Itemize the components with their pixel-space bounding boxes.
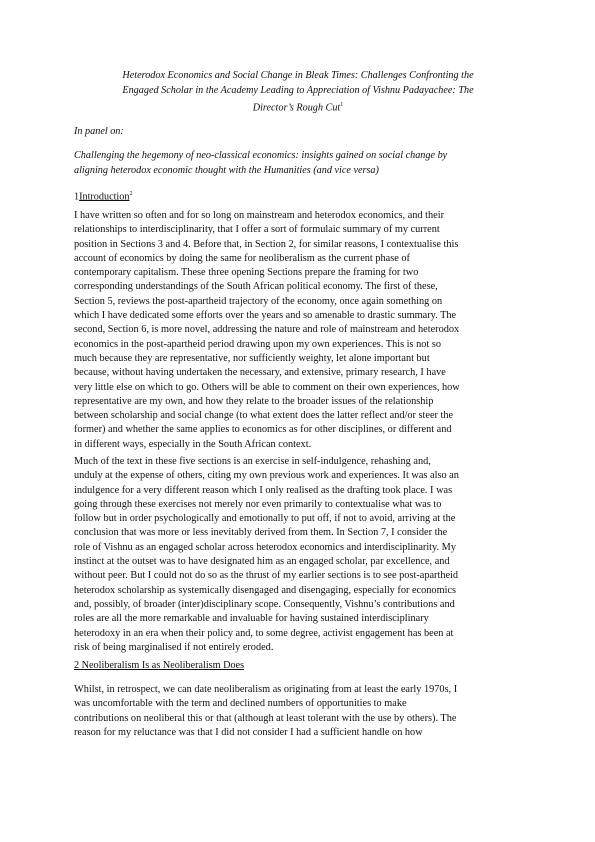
text-line: Section 5, reviews the post-apartheid trajectory of the economy, once again something on	[74, 295, 443, 307]
text-line: follow but in order psychologically and emotionally to put off, if not to avoid, arriving at the	[74, 513, 456, 525]
panel-title-line: aligning heterodox economic thought with the Humanities (and vice versa)	[74, 164, 379, 176]
title-line-text: Director’s Rough Cut	[252, 102, 341, 114]
paragraph-neoliberalism-1	[74, 683, 526, 740]
text-line: without peer. But I could not do so as the thrust of my earlier sections is to see post-apartheid	[74, 570, 459, 582]
section-number: 1	[74, 191, 80, 203]
text-line: Whilst, in retrospect, we can date neoliberalism as originating from at least the early 1970s, I	[74, 684, 458, 695]
text-line: instinct at the outset was to have designated him as an engaged scholar, par excellence, and	[74, 556, 450, 568]
text-line: representative are my own, and how they relate to the broader issues of the relationship	[74, 395, 434, 407]
text-line: former) and whether the same applies to economics as for other disciplines, or different and	[74, 424, 452, 436]
panel-title-line: Challenging the hegemony of neo-classical economics: insights gained on social change by	[74, 150, 448, 161]
paragraph-introduction-1	[74, 209, 526, 452]
text-line: second, Section 6, is more novel, addressing the nature and role of mainstream and heterodox	[74, 324, 460, 336]
section-heading-introduction	[74, 187, 132, 204]
text-line: risk of being marginalised if not entirely eroded.	[74, 641, 274, 653]
text-line: between scholarship and social change (to what extent does the latter reflect and/or steer the	[74, 410, 454, 422]
section-footnote-marker[interactable]: 2	[129, 191, 133, 197]
paper-title	[74, 68, 522, 115]
text-line: was uncomfortable with the term and declined numbers of opportunities to make	[74, 698, 407, 710]
text-line: contemporary capitalism. These three opening Sections prepare the framing for two	[74, 267, 419, 279]
text-line: contributions on neoliberal this or that (although at least tolerant with the use by others). The	[74, 712, 457, 724]
title-line	[74, 98, 522, 115]
text-line: corresponding understandings of the South African political economy. The first of these,	[74, 281, 438, 293]
text-line: going through these exercises not merely nor even primarily to contextualise what was to	[74, 498, 442, 510]
title-line: Heterodox Economics and Social Change in Bleak Times: Challenges Confronting the	[122, 70, 474, 81]
text-line: roles are all the more remarkable and invaluable for having sustained interdisciplinary	[74, 613, 429, 625]
text-line: economics in the post-apartheid period drawing upon my own experiences. This is not so	[74, 338, 441, 350]
panel-title	[74, 149, 529, 178]
text-line: relationships to interdisciplinarity, that I offer a sort of formulaic summary of my current	[74, 224, 440, 236]
text-line: heterodoxy in an era when their policy and, to some degree, activist engagement has been at	[74, 627, 454, 639]
section-heading-neoliberalism	[74, 659, 244, 673]
text-line: which I have dedicated some efforts over the years and so amenable to drastic summary. The	[74, 310, 457, 322]
text-line: indulgence for a very different reason which I only realised as the drafting took place. I was	[74, 484, 453, 496]
text-line: much because they are representative, nor sufficiently weighty, let alone important but	[74, 352, 430, 364]
text-line: role of Vishnu as an engaged scholar across heterodox economics and interdisciplinarity. My	[74, 541, 456, 553]
text-line: position in Sections 3 and 4. Before that, in Section 2, for similar reasons, I contextualise this	[74, 238, 459, 250]
text-line: and, possibly, of broader (inter)disciplinary scope. Consequently, Vishnu’s contributions and	[74, 598, 455, 610]
text-line: unduly at the expense of others, citing my own previous work and experiences. It was also an	[74, 470, 459, 482]
section-title: 2 Neoliberalism Is as Neoliberalism Does	[74, 660, 245, 671]
text-line: very little else on which to go. Others will be able to comment on their own experiences, how	[74, 381, 460, 393]
paragraph-introduction-2	[74, 455, 526, 655]
title-line: Engaged Scholar in the Academy Leading to Appreciation of Vishnu Padayachee: The	[122, 85, 474, 96]
text-line: reason for my reluctance was that I did not consider I had a sufficient handle on how	[74, 726, 423, 738]
text-line: because, without having undertaken the necessary, and extensive, primary research, I have	[74, 367, 446, 379]
text-line: conclusion that was more or less inevitably derived from them. In Section 7, I consider the	[74, 527, 448, 539]
title-footnote-marker[interactable]: 1	[340, 102, 344, 108]
section-title: Introduction	[79, 191, 130, 203]
text-line: account of economics by doing the same for neoliberalism as the current phase of	[74, 252, 410, 264]
text-line: in different ways, especially in the South African context.	[74, 438, 312, 450]
panel-label: In panel on:	[74, 126, 124, 137]
text-line: Much of the text in these five sections is an exercise in self-indulgence, rehashing and,	[74, 456, 431, 467]
text-line: I have written so often and for so long on mainstream and heterodox economics, and their	[74, 210, 445, 221]
text-line: heterodox scholarship as systemically disengaged and disengaging, especially for economics	[74, 584, 457, 596]
